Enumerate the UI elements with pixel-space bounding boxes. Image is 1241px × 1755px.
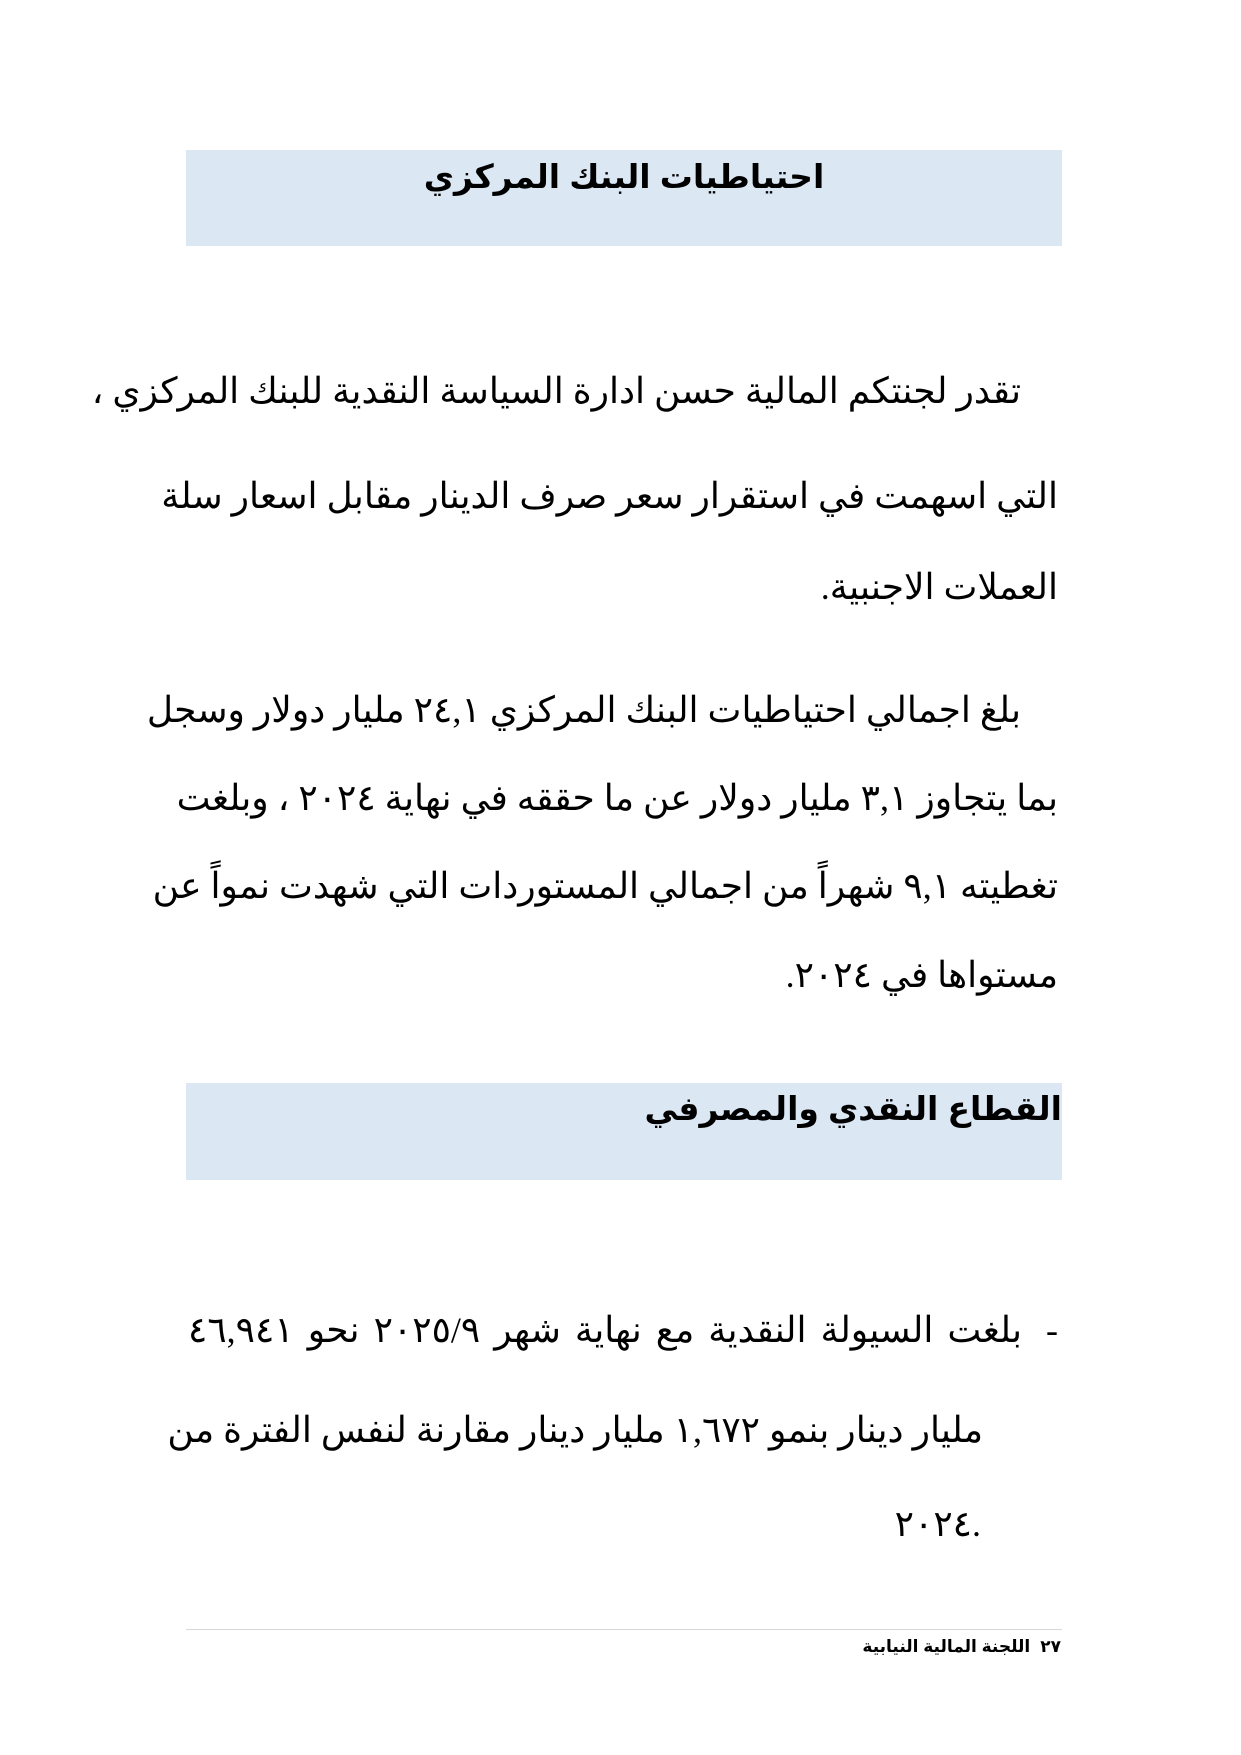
section-heading-central-bank-reserves: احتياطيات البنك المركزي (423, 158, 825, 195)
page-footer (862, 1638, 1061, 1655)
page-number: ٢٧ (1040, 1637, 1061, 1656)
paragraph-line: مستواها في ٢٠٢٤. (785, 955, 1058, 995)
section-heading-monetary-banking-sector: القطاع النقدي والمصرفي (644, 1090, 1062, 1127)
paragraph-line: تغطيته ٩,١ شهراً من اجمالي المستوردات التي شهدت نمواً عن (152, 866, 1058, 906)
bullet-line: بلغت السيولة النقدية مع نهاية شهر ٢٠٢٥/٩ نحو ٤٦,٩٤١ (188, 1310, 1022, 1350)
bullet-line: ٢٠٢٤. (894, 1504, 981, 1544)
paragraph-line: بلغ اجمالي احتياطيات البنك المركزي ٢٤,١ مليار دولار وسجل (146, 690, 1021, 730)
footer-label: اللجنة المالية النيابية (862, 1637, 1031, 1656)
bullet-line: مليار دينار بنمو ١,٦٧٢ مليار دينار مقارنة لنفس الفترة من (167, 1410, 983, 1450)
paragraph-line: تقدر لجنتكم المالية حسن ادارة السياسة النقدية للبنك المركزي ، (91, 371, 1021, 411)
paragraph-line: التي اسهمت في استقرار سعر صرف الدينار مقابل اسعار سلة (161, 476, 1058, 516)
bullet-marker: - (1046, 1310, 1058, 1350)
paragraph-line: بما يتجاوز ٣,١ مليار دولار عن ما حققه في نهاية ٢٠٢٤ ، وبلغت (176, 778, 1058, 818)
paragraph-line: العملات الاجنبية. (820, 567, 1058, 607)
footer-divider (186, 1629, 1062, 1630)
